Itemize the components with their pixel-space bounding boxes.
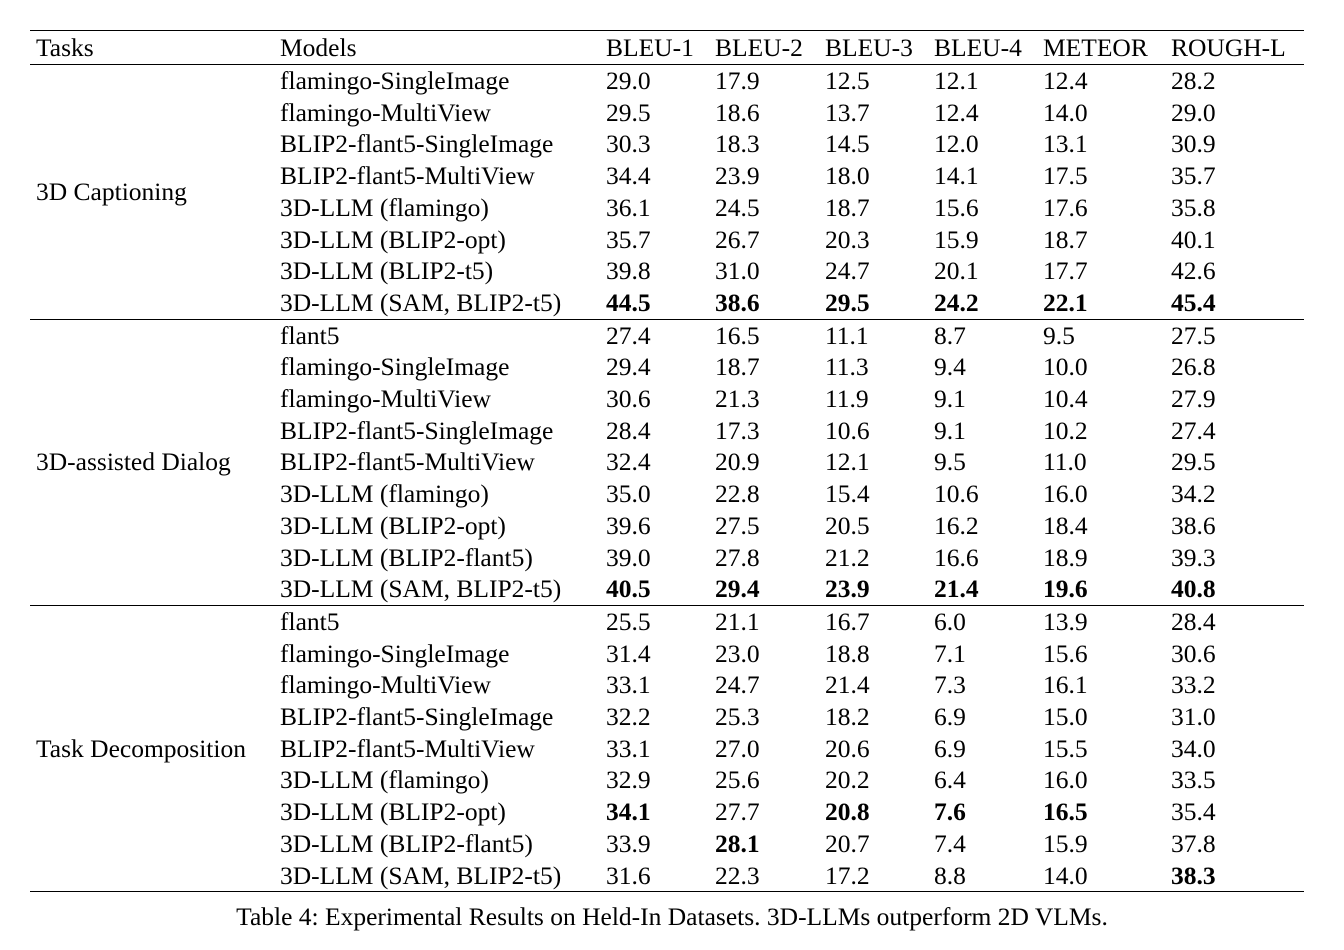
- bleu-4-cell: 7.4: [934, 828, 966, 858]
- bleu-1-cell: 27.4: [606, 320, 651, 350]
- rough-l-cell: 38.6: [1171, 510, 1216, 540]
- rough-l-cell: 28.4: [1171, 606, 1216, 636]
- bleu-1-cell: 30.6: [606, 384, 651, 414]
- meteor-cell: 9.5: [1043, 320, 1075, 350]
- rough-l-cell: 31.0: [1171, 702, 1216, 732]
- bleu-2-cell: 17.9: [715, 66, 760, 95]
- bleu-2-cell: 22.3: [715, 860, 760, 890]
- rough-l-cell: 38.3: [1171, 860, 1216, 890]
- bleu-2-cell: 23.0: [715, 638, 760, 668]
- bleu-3-cell: 20.5: [825, 510, 870, 540]
- bleu-3-cell: 11.1: [825, 320, 869, 350]
- rough-l-cell: 26.8: [1171, 352, 1216, 382]
- meteor-cell: 16.0: [1043, 765, 1088, 795]
- bleu-4-cell: 9.1: [934, 415, 966, 445]
- bleu-4-cell: 15.6: [934, 192, 979, 222]
- meteor-cell: 17.6: [1043, 192, 1088, 222]
- bleu-4-cell: 16.6: [934, 542, 979, 572]
- header-row: [30, 31, 1304, 65]
- bleu-2-cell: 27.0: [715, 733, 760, 763]
- bleu-3-cell: 20.6: [825, 733, 870, 763]
- bleu-2-cell: 18.6: [715, 97, 760, 127]
- rough-l-cell: 27.5: [1171, 320, 1216, 350]
- bleu-2-cell: 27.8: [715, 542, 760, 572]
- bleu-3-cell: 24.7: [825, 256, 870, 286]
- bleu-2-cell: 21.1: [715, 606, 760, 636]
- table-caption: Table 4: Experimental Results on Held-In Datasets. 3D-LLMs outperform 2D VLMs.: [236, 902, 1108, 931]
- bleu-3-cell: 12.5: [825, 66, 870, 95]
- bleu-1-cell: 34.1: [606, 797, 651, 827]
- task-group: [30, 65, 1304, 320]
- model-name-cell: BLIP2-flant5-SingleImage: [280, 415, 554, 445]
- bleu-2-cell: 23.9: [715, 161, 760, 191]
- bleu-4-cell: 16.2: [934, 510, 979, 540]
- bleu-1-cell: 35.0: [606, 479, 651, 509]
- rough-l-cell: 33.2: [1171, 670, 1216, 700]
- bleu-3-cell: 20.2: [825, 765, 870, 795]
- model-name-cell: flamingo-SingleImage: [280, 352, 510, 382]
- bleu-1-cell: 32.4: [606, 447, 651, 477]
- bleu-2-cell: 16.5: [715, 320, 760, 350]
- model-name-cell: 3D-LLM (BLIP2-opt): [280, 797, 506, 827]
- bleu-2-cell: 26.7: [715, 224, 760, 254]
- bleu-1-cell: 32.2: [606, 702, 651, 732]
- bleu-3-cell: 18.7: [825, 192, 870, 222]
- bleu-2-cell: 28.1: [715, 828, 760, 858]
- bleu-1-cell: 40.5: [606, 574, 651, 604]
- bleu-2-cell: 22.8: [715, 479, 760, 509]
- bleu-2-cell: 20.9: [715, 447, 760, 477]
- model-name-cell: flamingo-MultiView: [280, 384, 491, 414]
- rough-l-cell: 42.6: [1171, 256, 1216, 286]
- bleu-3-cell: 23.9: [825, 574, 870, 604]
- bleu-4-cell: 8.8: [934, 860, 966, 890]
- rough-l-cell: 30.9: [1171, 129, 1216, 159]
- column-header-bleu-2: BLEU-2: [715, 32, 803, 62]
- meteor-cell: 15.9: [1043, 828, 1088, 858]
- bleu-3-cell: 18.2: [825, 702, 870, 732]
- meteor-cell: 13.1: [1043, 129, 1088, 159]
- model-name-cell: flamingo-MultiView: [280, 670, 491, 700]
- column-header-models: Models: [280, 32, 357, 62]
- meteor-cell: 15.0: [1043, 702, 1088, 732]
- rough-l-cell: 45.4: [1171, 287, 1216, 317]
- bleu-3-cell: 21.4: [825, 670, 870, 700]
- bleu-4-cell: 15.9: [934, 224, 979, 254]
- model-name-cell: BLIP2-flant5-SingleImage: [280, 702, 554, 732]
- bleu-4-cell: 12.0: [934, 129, 979, 159]
- model-name-cell: BLIP2-flant5-MultiView: [280, 161, 535, 191]
- bleu-3-cell: 10.6: [825, 415, 870, 445]
- model-name-cell: flamingo-SingleImage: [280, 66, 510, 95]
- bleu-3-cell: 12.1: [825, 447, 870, 477]
- bleu-4-cell: 10.6: [934, 479, 979, 509]
- model-name-cell: 3D-LLM (BLIP2-opt): [280, 224, 506, 254]
- rough-l-cell: 35.7: [1171, 161, 1216, 191]
- bleu-1-cell: 44.5: [606, 287, 651, 317]
- meteor-cell: 18.4: [1043, 510, 1088, 540]
- model-name-cell: flant5: [280, 320, 340, 350]
- model-name-cell: 3D-LLM (BLIP2-flant5): [280, 542, 533, 572]
- bleu-3-cell: 18.8: [825, 638, 870, 668]
- meteor-cell: 17.7: [1043, 256, 1088, 286]
- meteor-cell: 11.0: [1043, 447, 1087, 477]
- bleu-2-cell: 24.7: [715, 670, 760, 700]
- bleu-2-cell: 27.7: [715, 797, 760, 827]
- model-name-cell: 3D-LLM (SAM, BLIP2-t5): [280, 860, 562, 890]
- model-name-cell: BLIP2-flant5-MultiView: [280, 733, 535, 763]
- bleu-4-cell: 8.7: [934, 320, 966, 350]
- bleu-4-cell: 12.4: [934, 97, 979, 127]
- bleu-1-cell: 31.6: [606, 860, 651, 890]
- rough-l-cell: 29.0: [1171, 97, 1216, 127]
- bleu-1-cell: 33.1: [606, 733, 651, 763]
- rough-l-cell: 28.2: [1171, 66, 1216, 95]
- model-name-cell: flant5: [280, 606, 340, 636]
- bleu-1-cell: 33.1: [606, 670, 651, 700]
- bleu-4-cell: 14.1: [934, 161, 979, 191]
- task-name-cell: Task Decomposition: [36, 733, 246, 763]
- bleu-4-cell: 12.1: [934, 66, 979, 95]
- meteor-cell: 10.4: [1043, 384, 1088, 414]
- bleu-3-cell: 11.9: [825, 384, 869, 414]
- rough-l-cell: 40.1: [1171, 224, 1216, 254]
- meteor-cell: 15.6: [1043, 638, 1088, 668]
- bleu-3-cell: 20.3: [825, 224, 870, 254]
- bleu-2-cell: 21.3: [715, 384, 760, 414]
- rough-l-cell: 35.4: [1171, 797, 1216, 827]
- bleu-4-cell: 7.6: [934, 797, 966, 827]
- meteor-cell: 12.4: [1043, 66, 1088, 95]
- rough-l-cell: 34.0: [1171, 733, 1216, 763]
- model-name-cell: 3D-LLM (BLIP2-flant5): [280, 828, 533, 858]
- meteor-cell: 16.0: [1043, 479, 1088, 509]
- rough-l-cell: 39.3: [1171, 542, 1216, 572]
- task-name-cell: 3D Captioning: [36, 176, 187, 206]
- rough-l-cell: 29.5: [1171, 447, 1216, 477]
- model-name-cell: flamingo-SingleImage: [280, 638, 510, 668]
- meteor-cell: 14.0: [1043, 97, 1088, 127]
- bleu-4-cell: 7.1: [934, 638, 966, 668]
- model-name-cell: 3D-LLM (BLIP2-t5): [280, 256, 494, 286]
- bleu-1-cell: 39.8: [606, 256, 651, 286]
- bleu-2-cell: 25.6: [715, 765, 760, 795]
- bleu-1-cell: 31.4: [606, 638, 651, 668]
- meteor-cell: 18.9: [1043, 542, 1088, 572]
- bleu-3-cell: 21.2: [825, 542, 870, 572]
- bleu-2-cell: 17.3: [715, 415, 760, 445]
- bleu-3-cell: 20.8: [825, 797, 870, 827]
- bleu-2-cell: 18.7: [715, 352, 760, 382]
- bleu-4-cell: 20.1: [934, 256, 979, 286]
- column-header-bleu-3: BLEU-3: [825, 32, 913, 62]
- column-header-bleu-4: BLEU-4: [934, 32, 1022, 62]
- bleu-1-cell: 28.4: [606, 415, 651, 445]
- model-name-cell: BLIP2-flant5-SingleImage: [280, 129, 554, 159]
- bleu-3-cell: 20.7: [825, 828, 870, 858]
- bleu-2-cell: 25.3: [715, 702, 760, 732]
- meteor-cell: 16.1: [1043, 670, 1088, 700]
- column-header-tasks: Tasks: [36, 32, 94, 62]
- results-table: [30, 30, 1304, 892]
- bleu-4-cell: 6.9: [934, 702, 966, 732]
- meteor-cell: 19.6: [1043, 574, 1088, 604]
- bleu-4-cell: 7.3: [934, 670, 966, 700]
- bleu-4-cell: 9.5: [934, 447, 966, 477]
- bleu-2-cell: 18.3: [715, 129, 760, 159]
- bleu-1-cell: 33.9: [606, 828, 651, 858]
- meteor-cell: 13.9: [1043, 606, 1088, 636]
- bleu-4-cell: 9.4: [934, 352, 966, 382]
- bleu-1-cell: 29.4: [606, 352, 651, 382]
- task-group: [30, 319, 1304, 605]
- rough-l-cell: 30.6: [1171, 638, 1216, 668]
- bleu-1-cell: 25.5: [606, 606, 651, 636]
- bleu-1-cell: 35.7: [606, 224, 651, 254]
- bleu-1-cell: 36.1: [606, 192, 651, 222]
- model-name-cell: 3D-LLM (flamingo): [280, 765, 489, 795]
- bleu-4-cell: 9.1: [934, 384, 966, 414]
- column-header-meteor: METEOR: [1043, 32, 1148, 62]
- meteor-cell: 18.7: [1043, 224, 1088, 254]
- bleu-3-cell: 18.0: [825, 161, 870, 191]
- bleu-1-cell: 30.3: [606, 129, 651, 159]
- model-name-cell: 3D-LLM (SAM, BLIP2-t5): [280, 287, 562, 317]
- bleu-2-cell: 38.6: [715, 287, 760, 317]
- bleu-1-cell: 29.5: [606, 97, 651, 127]
- bleu-3-cell: 14.5: [825, 129, 870, 159]
- column-header-bleu-1: BLEU-1: [606, 32, 694, 62]
- bleu-3-cell: 13.7: [825, 97, 870, 127]
- bleu-3-cell: 15.4: [825, 479, 870, 509]
- task-group: [30, 605, 1304, 891]
- bleu-2-cell: 24.5: [715, 192, 760, 222]
- bleu-3-cell: 11.3: [825, 352, 869, 382]
- bleu-1-cell: 29.0: [606, 66, 651, 95]
- rough-l-cell: 34.2: [1171, 479, 1216, 509]
- model-name-cell: 3D-LLM (flamingo): [280, 192, 489, 222]
- rough-l-cell: 27.9: [1171, 384, 1216, 414]
- bleu-4-cell: 24.2: [934, 287, 979, 317]
- bleu-3-cell: 16.7: [825, 606, 870, 636]
- meteor-cell: 10.2: [1043, 415, 1088, 445]
- column-header-rough-l: ROUGH-L: [1171, 32, 1286, 62]
- rough-l-cell: 40.8: [1171, 574, 1216, 604]
- model-name-cell: 3D-LLM (BLIP2-opt): [280, 510, 506, 540]
- meteor-cell: 15.5: [1043, 733, 1088, 763]
- meteor-cell: 10.0: [1043, 352, 1088, 382]
- table-row: [30, 65, 1304, 97]
- bleu-1-cell: 34.4: [606, 161, 651, 191]
- bleu-2-cell: 31.0: [715, 256, 760, 286]
- bleu-1-cell: 32.9: [606, 765, 651, 795]
- model-name-cell: flamingo-MultiView: [280, 97, 491, 127]
- meteor-cell: 22.1: [1043, 287, 1088, 317]
- table-row: [30, 605, 1304, 637]
- bleu-3-cell: 29.5: [825, 287, 870, 317]
- bleu-2-cell: 29.4: [715, 574, 760, 604]
- meteor-cell: 14.0: [1043, 860, 1088, 890]
- model-name-cell: 3D-LLM (flamingo): [280, 479, 489, 509]
- meteor-cell: 17.5: [1043, 161, 1088, 191]
- task-name-cell: 3D-assisted Dialog: [36, 447, 231, 477]
- rough-l-cell: 37.8: [1171, 828, 1216, 858]
- model-name-cell: 3D-LLM (SAM, BLIP2-t5): [280, 574, 562, 604]
- table-row: [30, 319, 1304, 351]
- bleu-1-cell: 39.0: [606, 542, 651, 572]
- bleu-4-cell: 21.4: [934, 574, 979, 604]
- rough-l-cell: 35.8: [1171, 192, 1216, 222]
- meteor-cell: 16.5: [1043, 797, 1088, 827]
- bleu-4-cell: 6.4: [934, 765, 966, 795]
- table-header: [30, 31, 1304, 65]
- bleu-4-cell: 6.9: [934, 733, 966, 763]
- bleu-2-cell: 27.5: [715, 510, 760, 540]
- bleu-4-cell: 6.0: [934, 606, 966, 636]
- bleu-1-cell: 39.6: [606, 510, 651, 540]
- bleu-3-cell: 17.2: [825, 860, 870, 890]
- rough-l-cell: 33.5: [1171, 765, 1216, 795]
- model-name-cell: BLIP2-flant5-MultiView: [280, 447, 535, 477]
- rough-l-cell: 27.4: [1171, 415, 1216, 445]
